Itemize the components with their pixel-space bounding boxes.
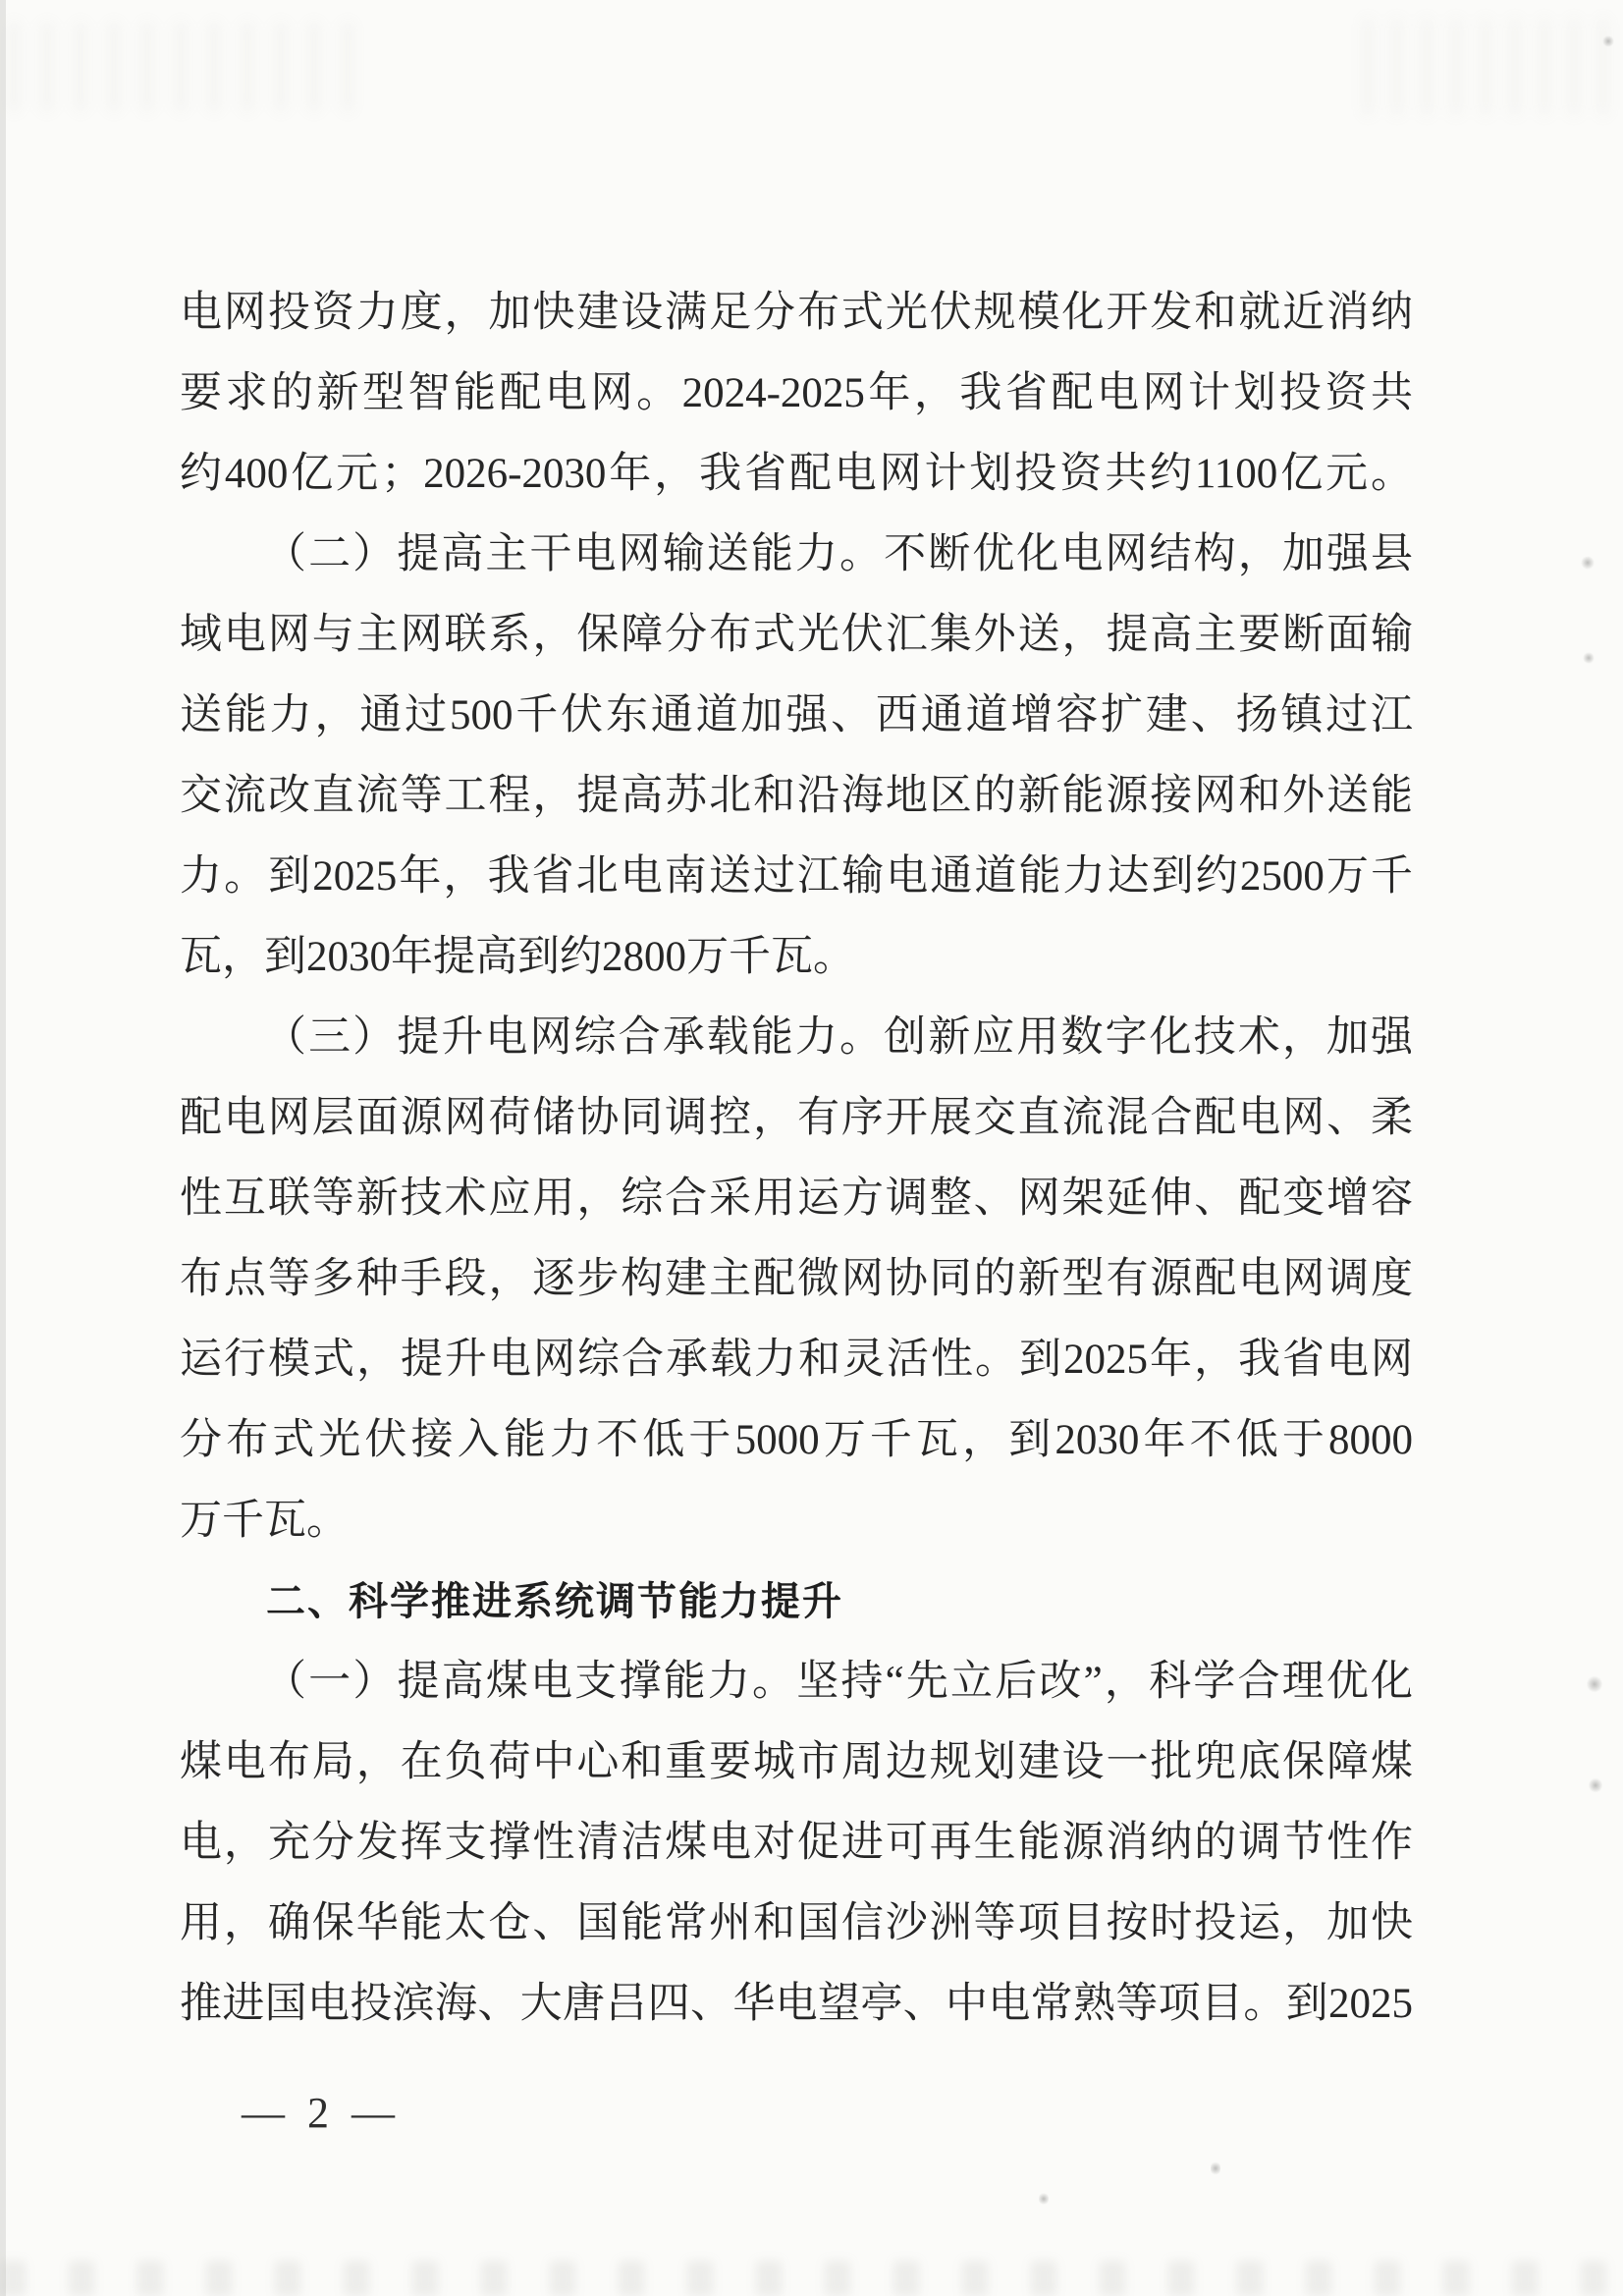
body-line: 电网投资力度，加快建设满足分布式光伏规模化开发和就近消纳	[180, 290, 1413, 336]
document-body	[180, 273, 1413, 2045]
body-line: 万千瓦。	[180, 1498, 349, 1544]
body-line: 电，充分发挥支撑性清洁煤电对促进可再生能源消纳的调节性作	[180, 1820, 1413, 1866]
body-line: 力。到2025年，我省北电南送过江输电通道能力达到约2500万千	[180, 853, 1413, 900]
body-line: 用，确保华能太仓、国能常州和国信沙洲等项目按时投运，加快	[180, 1900, 1413, 1946]
body-line: 分布式光伏接入能力不低于5000万千瓦，到2030年不低于8000	[180, 1417, 1413, 1463]
scan-artifact	[1589, 1777, 1602, 1793]
scan-artifact	[1583, 652, 1595, 664]
body-line: 配电网层面源网荷储协同调控，有序开展交直流混合配电网、柔	[180, 1095, 1413, 1141]
page-number: — 2 —	[242, 2089, 401, 2137]
scan-artifact	[1581, 556, 1595, 570]
scan-artifact	[0, 2261, 1623, 2296]
section-heading: 二、科学推进系统调节能力提升	[266, 1580, 843, 1623]
paragraph-start-line: （二）提高主干电网输送能力。不断优化电网结构，加强县	[264, 531, 1413, 577]
scan-artifact	[1587, 1675, 1602, 1693]
scan-artifact	[1211, 2160, 1220, 2176]
body-line: 瓦，到2030年提高到约2800万千瓦。	[180, 934, 855, 980]
body-line: 布点等多种手段，逐步构建主配微网协同的新型有源配电网调度	[180, 1256, 1413, 1302]
body-line: 运行模式，提升电网综合承载力和灵活性。到2025年，我省电网	[180, 1337, 1413, 1383]
body-line: 推进国电投滨海、大唐吕四、华电望亭、中电常熟等项目。到2025	[180, 1981, 1413, 2027]
body-line: 域电网与主网联系，保障分布式光伏汇集外送，提高主要断面输	[180, 612, 1413, 658]
scan-artifact	[0, 0, 6, 2296]
paragraph-start-line: （一）提高煤电支撑能力。坚持“先立后改”，科学合理优化	[264, 1659, 1413, 1705]
body-line: 要求的新型智能配电网。2024-2025年，我省配电网计划投资共	[180, 370, 1413, 416]
body-line: 煤电布局，在负荷中心和重要城市周边规划建设一批兜底保障煤	[180, 1739, 1413, 1785]
scan-artifact	[1039, 2192, 1049, 2206]
scan-artifact	[1363, 18, 1623, 116]
body-line: 性互联等新技术应用，综合采用运方调整、网架延伸、配变增容	[180, 1175, 1413, 1222]
scan-artifact	[8, 22, 361, 112]
body-line: 送能力，通过500千伏东通道加强、西通道增容扩建、扬镇过江	[180, 692, 1413, 738]
body-line: 交流改直流等工程，提高苏北和沿海地区的新能源接网和外送能	[180, 773, 1413, 819]
scan-artifact	[1602, 35, 1614, 47]
body-line: 约400亿元；2026-2030年，我省配电网计划投资共约1100亿元。	[180, 451, 1413, 497]
paragraph-start-line: （三）提升电网综合承载能力。创新应用数字化技术，加强	[264, 1014, 1413, 1061]
